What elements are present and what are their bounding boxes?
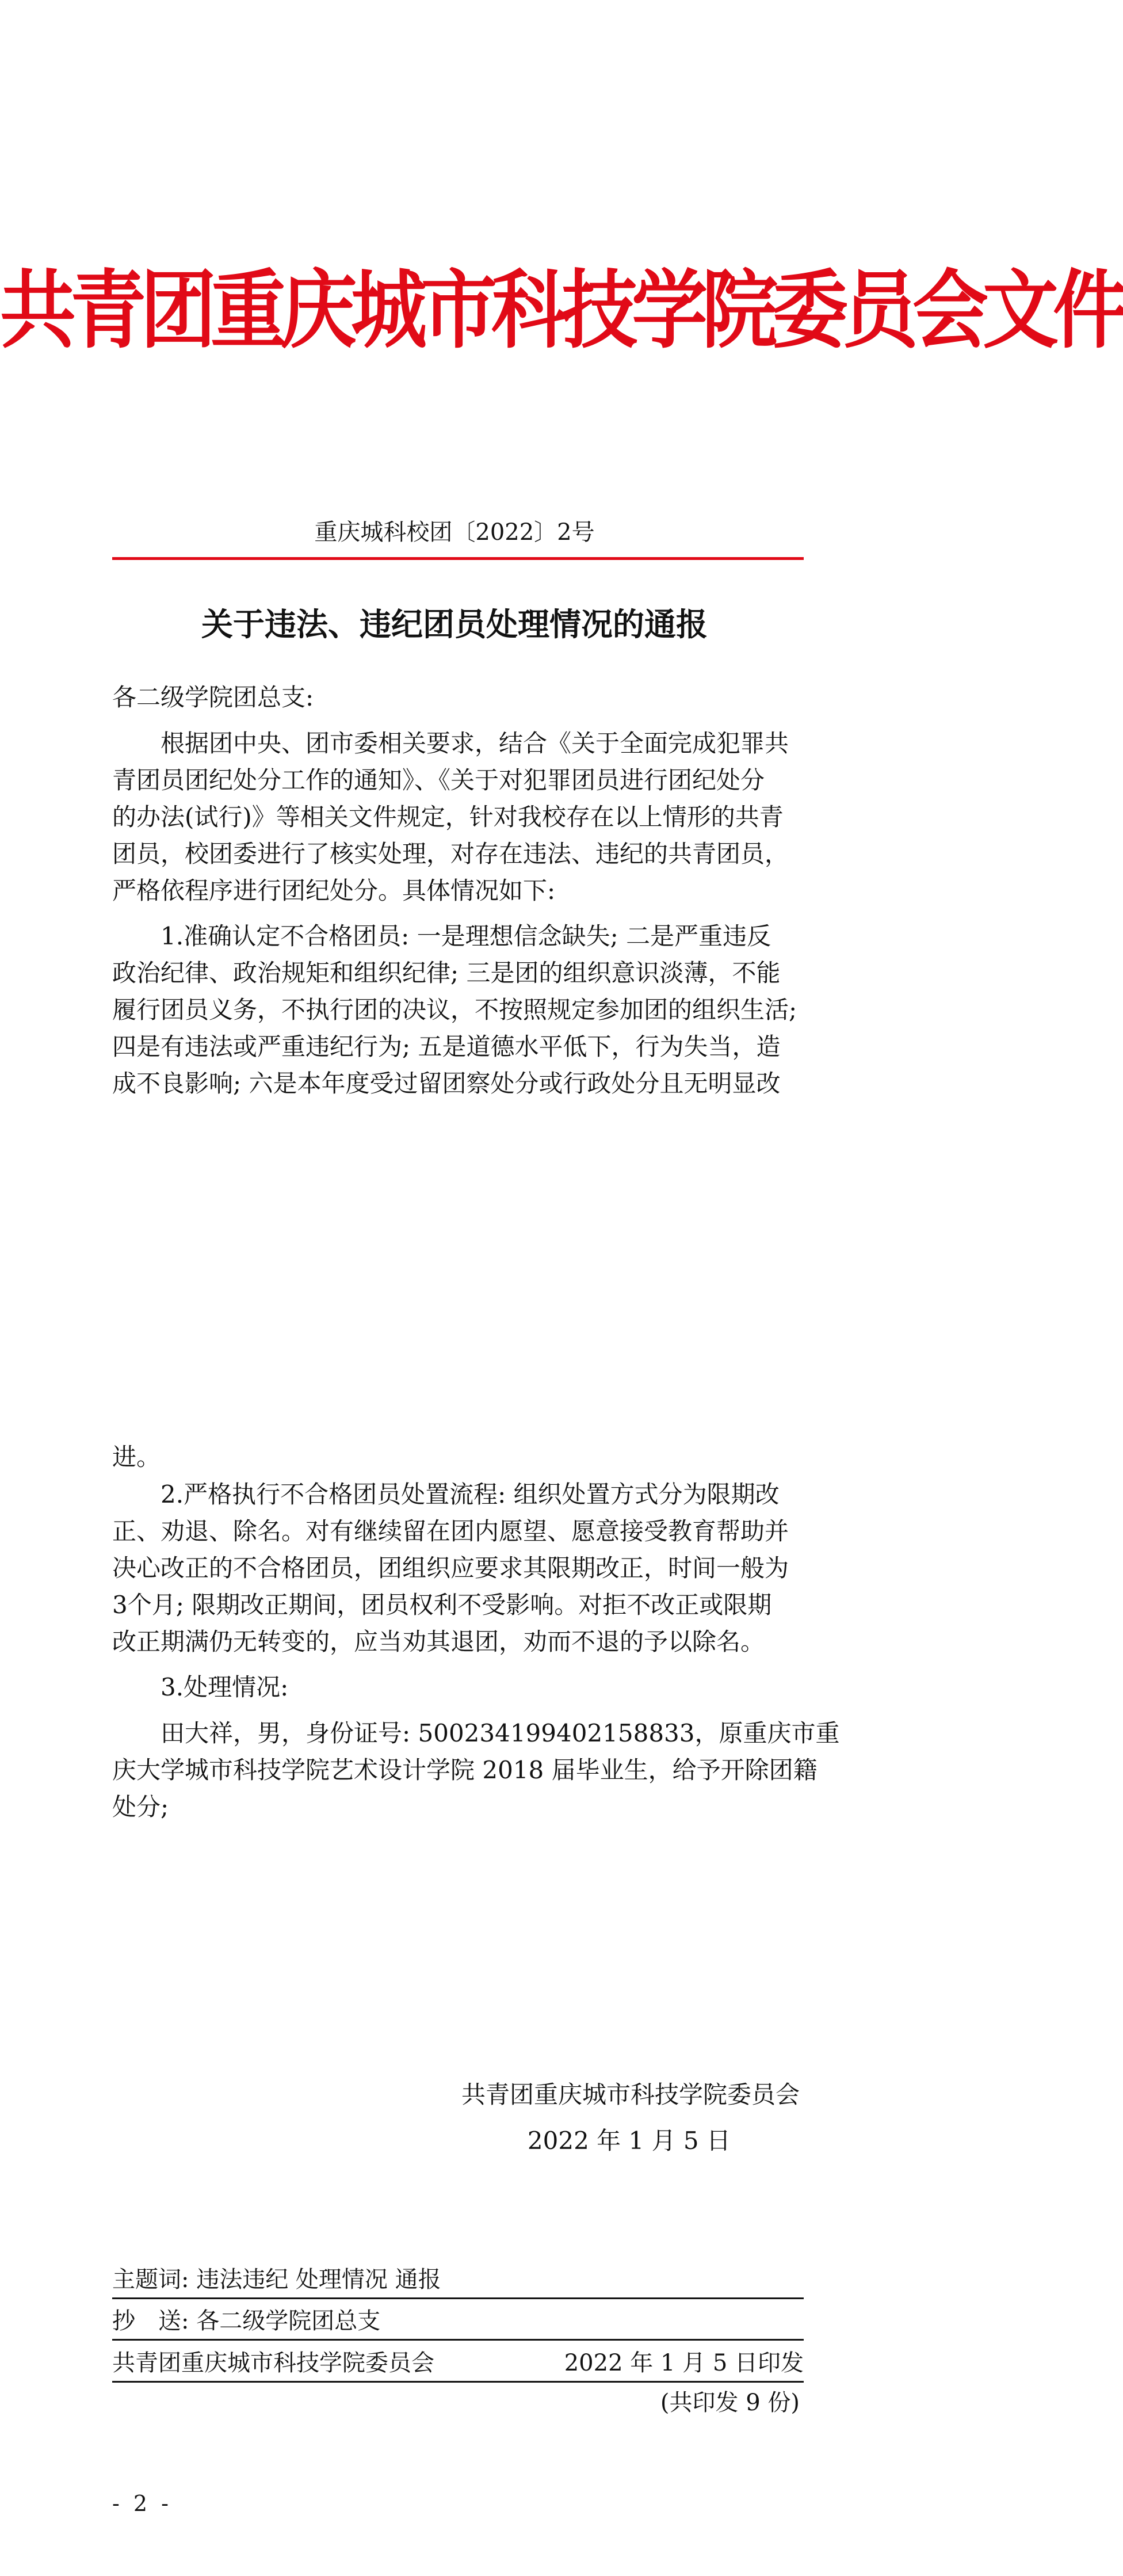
footer-cc xyxy=(112,2306,804,2336)
item-1-tail-text: 进。 xyxy=(112,1443,161,1471)
item-1-line: 1.准确认定不合格团员: 一是理想信念缺失; 二是严重违反 xyxy=(161,922,771,950)
item-1-line: 成不良影响; 六是本年度受过留团察处分或行政处分且无明显改 xyxy=(112,1069,781,1098)
item-1-line: 履行团员义务，不执行团的决议，不按照规定参加团的组织生活; xyxy=(112,996,797,1024)
print-date: 2022 年 1 月 5 日印发 xyxy=(564,2350,804,2376)
footer-rule xyxy=(112,2297,804,2299)
document-number: 重庆城科校团〔2022〕2号 xyxy=(314,519,595,546)
item-1-paragraph xyxy=(112,918,803,1102)
item-3-heading xyxy=(112,1669,803,1706)
intro-line: 团员，校团委进行了核实处理，对存在违法、违纪的共青团员， xyxy=(112,840,789,868)
salutation xyxy=(112,679,803,716)
footer-issuer-row xyxy=(112,2348,804,2378)
header-red-divider xyxy=(112,557,804,560)
item-2-line: 2.严格执行不合格团员处置流程: 组织处置方式分为限期改 xyxy=(161,1480,780,1508)
document-header-title: 共青团重庆城市科技学院委员会文件 xyxy=(0,260,1123,361)
copies-count: (共印发 9 份) xyxy=(660,2390,800,2416)
salutation-text: 各二级学院团总支: xyxy=(112,683,314,711)
item-2-paragraph xyxy=(112,1476,803,1660)
case-line: 田大祥，男，身份证号: 500234199402158833，原重庆市重 xyxy=(161,1719,840,1747)
signature-date: 2022 年 1 月 5 日 xyxy=(527,2127,731,2155)
item-1-line: 政治纪律、政治规矩和组织纪律; 三是团的组织意识淡薄，不能 xyxy=(112,959,781,987)
intro-line: 严格依程序进行团纪处分。具体情况如下: xyxy=(112,877,556,905)
keywords-text: 主题词: 违法违纪 处理情况 通报 xyxy=(112,2266,441,2293)
intro-paragraph xyxy=(112,725,803,909)
case-line: 庆大学城市科技学院艺术设计学院 2018 届毕业生，给予开除团籍 xyxy=(112,1756,818,1784)
footer-rule xyxy=(112,2381,804,2383)
case-line: 处分; xyxy=(112,1793,169,1821)
notice-title: 关于违法、违纪团员处理情况的通报 xyxy=(201,605,708,643)
item-1-line: 四是有违法或严重违纪行为; 五是道德水平低下，行为失当，造 xyxy=(112,1032,781,1061)
intro-line: 青团员团纪处分工作的通知》、《关于对犯罪团员进行团纪处分 xyxy=(112,766,765,794)
footer-keywords xyxy=(112,2265,804,2295)
intro-line: 根据团中央、团市委相关要求，结合《关于全面完成犯罪共 xyxy=(161,729,789,757)
cc-text: 抄 送: 各二级学院团总支 xyxy=(112,2308,381,2334)
item-2-line: 决心改正的不合格团员，团组织应要求其限期改正，时间一般为 xyxy=(112,1554,789,1582)
case-paragraph xyxy=(112,1715,840,1826)
item-2-line: 改正期满仍无转变的，应当劝其退团，劝而不退的予以除名。 xyxy=(112,1628,765,1656)
page-number: - 2 - xyxy=(112,2491,173,2516)
item-3-heading-text: 3.处理情况: xyxy=(161,1673,289,1701)
footer-rule xyxy=(112,2339,804,2341)
signature-org: 共青团重庆城市科技学院委员会 xyxy=(461,2080,800,2109)
item-2-line: 正、劝退、除名。对有继续留在团内愿望、愿意接受教育帮助并 xyxy=(112,1517,789,1545)
issuer-text: 共青团重庆城市科技学院委员会 xyxy=(112,2350,434,2376)
item-1-tail xyxy=(112,1439,803,1476)
intro-line: 的办法(试行)》等相关文件规定，针对我校存在以上情形的共青 xyxy=(112,803,784,831)
item-2-line: 3个月; 限期改正期间，团员权利不受影响。对拒不改正或限期 xyxy=(112,1591,772,1619)
